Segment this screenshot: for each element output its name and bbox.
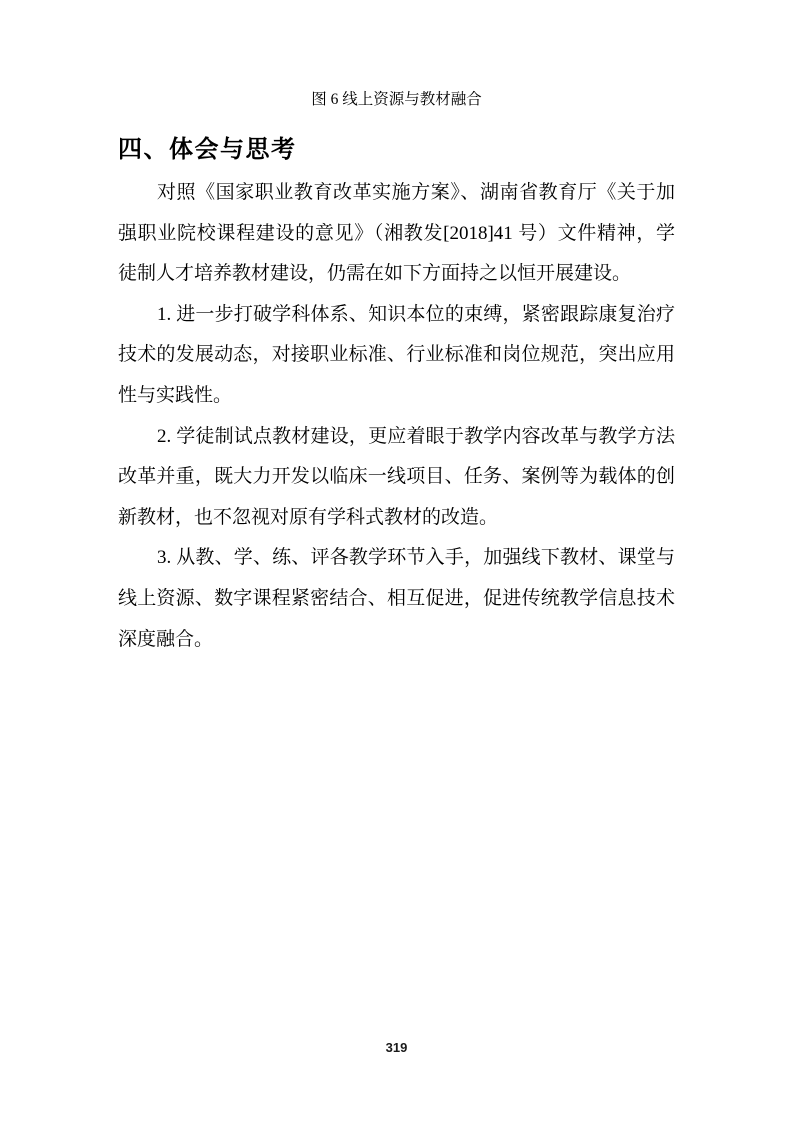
figure-caption: 图 6 线上资源与教材融合 xyxy=(311,91,482,108)
paragraph-point-2: 2. 学徒制试点教材建设，更应着眼于教学内容改革与教学方法改革并重，既大力开发以临床一线项目、任务、案例等为载体的创新教材，也不忽视对原有学科式教材的改造。 xyxy=(118,425,675,528)
page-number: 319 xyxy=(385,1040,408,1055)
paragraph-point-1: 1. 进一步打破学科体系、知识本位的束缚，紧密跟踪康复治疗技术的发展动态，对接职业标准、行业标准和岗位规范，突出应用性与实践性。 xyxy=(118,303,675,406)
paragraph-intro: 对照《国家职业教育改革实施方案》、湖南省教育厅《关于加强职业院校课程建设的意见》（湘教发[2018]41 号）文件精神，学徒制人才培养教材建设，仍需在如下方面持之以恒开展建设。 xyxy=(118,182,675,285)
paragraph-point-3: 3. 从教、学、练、评各教学环节入手，加强线下教材、课堂与线上资源、数字课程紧密结合、相互促进，促进传统教学信息技术深度融合。 xyxy=(118,547,675,650)
section-heading: 四、体会与思考 xyxy=(118,136,297,163)
body-text xyxy=(118,173,675,660)
